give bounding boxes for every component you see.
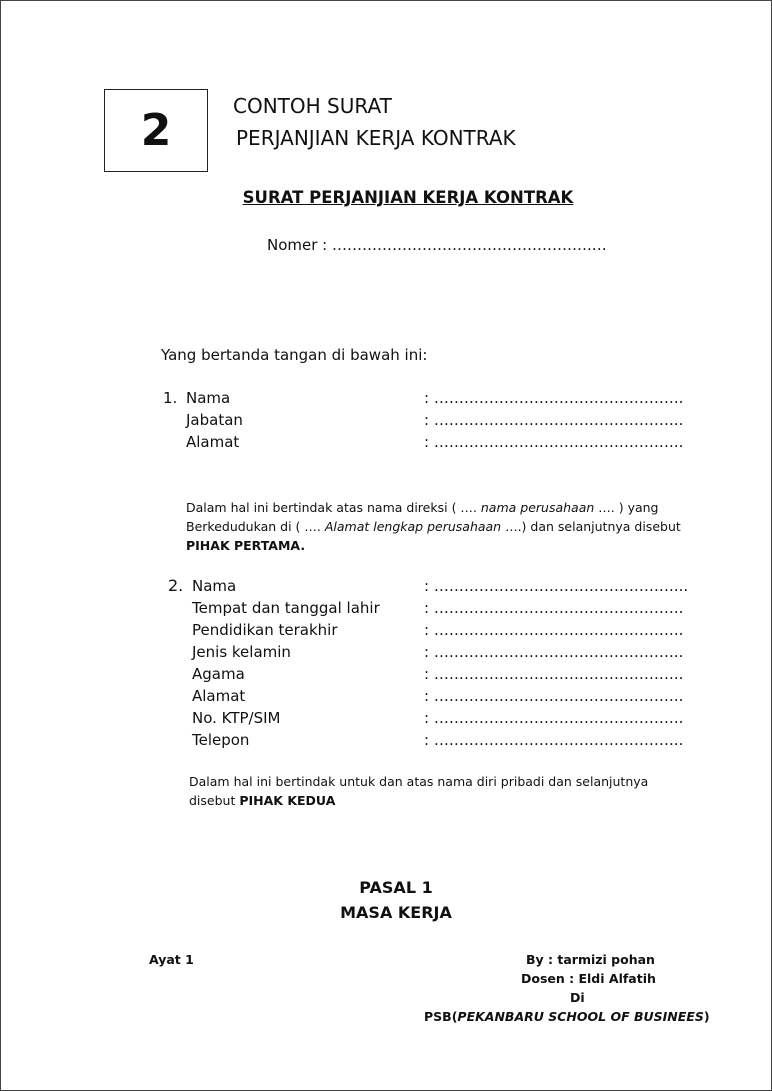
example-number: 2	[140, 105, 172, 156]
document-title: SURAT PERJANJIAN KERJA KONTRAK	[242, 188, 574, 207]
party1-field-label: Nama	[186, 389, 231, 407]
party2-field-value: : …………………………………………..	[424, 599, 684, 617]
party2-field-label: Pendidikan terakhir	[192, 621, 338, 639]
party2-field-label: Agama	[192, 665, 245, 683]
document-number-line: Nomer : …………………………………………….…	[267, 236, 607, 254]
party1-field-label: Alamat	[186, 433, 240, 451]
party2-field-value: : …………………………………………...	[424, 577, 689, 595]
party1-note-line-1: Dalam hal ini bertindak atas nama direksi ( …. nama perusahaan …. ) yang	[186, 500, 659, 515]
party2-field-value: : …………………………………………..	[424, 731, 684, 749]
ayat-label: Ayat 1	[149, 952, 194, 967]
party1-number: 1.	[163, 389, 178, 407]
example-number-box	[104, 89, 208, 172]
pasal-subheading: MASA KERJA	[340, 903, 452, 922]
party2-field-value: : …………………………………………..	[424, 665, 684, 683]
party1-field-value: : …………………………………………..	[424, 433, 684, 451]
credit-by: By : tarmizi pohan	[526, 952, 655, 967]
party2-field-label: Telepon	[192, 731, 250, 749]
party2-field-value: : …………………………………………..	[424, 709, 684, 727]
pihak-pertama-label: PIHAK PERTAMA.	[186, 538, 306, 553]
party2-field-label: Tempat dan tanggal lahir	[192, 599, 380, 617]
party2-field-label: Nama	[192, 577, 237, 595]
party2-field-value: : …………………………………………..	[424, 643, 684, 661]
intro-text: Yang bertanda tangan di bawah ini:	[161, 346, 428, 364]
party1-field-value: : …………………………………………..	[424, 389, 684, 407]
header-line-1: CONTOH SURAT	[233, 94, 392, 118]
party2-note-line-1: Dalam hal ini bertindak untuk dan atas nama diri pribadi dan selanjutnya	[189, 774, 649, 789]
party2-number: 2.	[168, 576, 184, 595]
party1-field-label: Jabatan	[186, 411, 243, 429]
party2-field-label: Alamat	[192, 687, 246, 705]
credit-organization: PSB(PEKANBARU SCHOOL OF BUSINEES)	[424, 1009, 710, 1024]
party2-field-value: : …………………………………………..	[424, 687, 684, 705]
header-line-2: PERJANJIAN KERJA KONTRAK	[236, 126, 516, 150]
party1-field-value: : …………………………………………..	[424, 411, 684, 429]
credit-di: Di	[570, 990, 585, 1005]
party1-note-line-2: Berkedudukan di ( …. Alamat lengkap perusahaan ….) dan selanjutnya disebut	[186, 519, 681, 534]
pasal-heading: PASAL 1	[359, 878, 433, 897]
credit-dosen: Dosen : Eldi Alfatih	[521, 971, 656, 986]
party2-note-line-2: disebut PIHAK KEDUA	[189, 793, 336, 808]
party2-field-value: : …………………………………………..	[424, 621, 684, 639]
party2-field-label: Jenis kelamin	[192, 643, 291, 661]
party2-field-label: No. KTP/SIM	[192, 709, 281, 727]
